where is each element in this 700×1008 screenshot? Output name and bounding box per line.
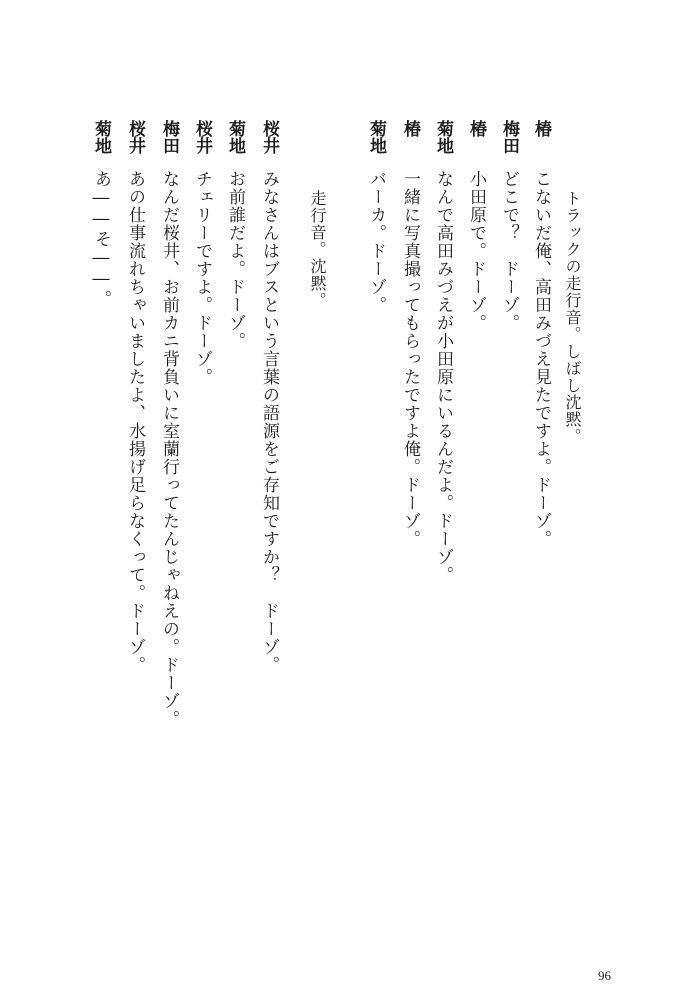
speaker-name: 桜井 bbox=[192, 120, 212, 154]
dialogue-line: チェリーですよ。ドーゾ。 bbox=[192, 170, 212, 386]
speaker-name: 菊地 bbox=[91, 120, 111, 154]
page-number: 96 bbox=[598, 968, 611, 983]
dialogue-line: 小田原で。ドーゾ。 bbox=[466, 170, 486, 332]
dialogue-line: あ――そ――。 bbox=[91, 170, 111, 308]
dialogue-line: こないだ俺、高田みづえ見たですよ。ドーゾ。 bbox=[531, 170, 551, 548]
stage-direction: トラックの走行音。しばし沈黙。 bbox=[563, 190, 582, 445]
speaker-name: 桜井 bbox=[125, 120, 145, 154]
speaker-name: 桜井 bbox=[259, 120, 279, 154]
speaker-name: 椿 bbox=[531, 120, 551, 137]
dialogue-line: バーカ。ドーゾ。 bbox=[366, 170, 386, 314]
dialogue-line: 一緒に写真撮ってもらったですよ俺。ドーゾ。 bbox=[400, 170, 420, 548]
speaker-name: 菊地 bbox=[366, 120, 386, 154]
dialogue-line: なんだ桜井、お前カニ背負いに室蘭行ってたんじゃねえの。ドーゾ。 bbox=[159, 170, 179, 728]
dialogue-line: あの仕事流れちゃいましたよ、水揚げ足らなくって。ドーゾ。 bbox=[125, 170, 145, 674]
dialogue-line: どこで？ ドーゾ。 bbox=[499, 170, 519, 332]
dialogue-line: お前誰だよ。ドーゾ。 bbox=[225, 170, 245, 350]
speaker-name: 椿 bbox=[400, 120, 420, 137]
speaker-name: 菊地 bbox=[433, 120, 453, 154]
speaker-name: 菊地 bbox=[225, 120, 245, 154]
dialogue-line: なんで高田みづえが小田原にいるんだよ。ドーゾ。 bbox=[433, 170, 453, 584]
dialogue-line: みなさんはブスという言葉の語源をご存知ですか？ ドーゾ。 bbox=[259, 170, 279, 674]
speaker-name: 梅田 bbox=[499, 120, 519, 154]
speaker-name: 梅田 bbox=[159, 120, 179, 154]
speaker-name: 椿 bbox=[466, 120, 486, 137]
stage-direction: 走行音。沈黙。 bbox=[308, 190, 327, 309]
